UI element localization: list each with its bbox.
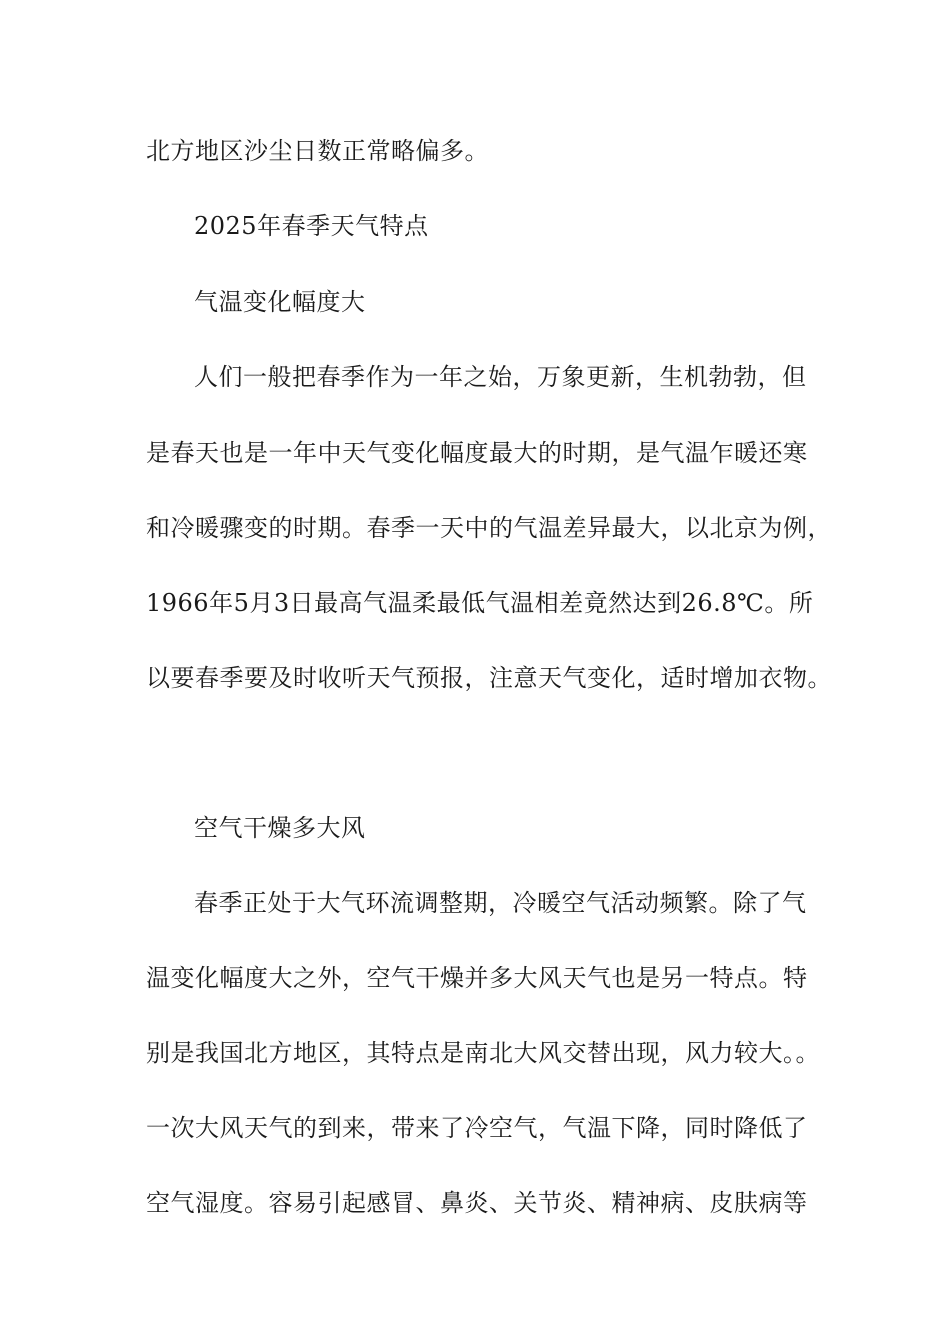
paragraph-line: 是春天也是一年中天气变化幅度最大的时期，是气温乍暖还寒 <box>146 439 808 467</box>
paragraph-line: 温变化幅度大之外，空气干燥并多大风天气也是另一特点。特 <box>146 964 808 992</box>
paragraph-line: 空气湿度。容易引起感冒、鼻炎、关节炎、精神病、皮肤病等 <box>146 1189 808 1217</box>
subsection-heading: 气温变化幅度大 <box>194 288 366 316</box>
paragraph-line: 别是我国北方地区，其特点是南北大风交替出现，风力较大。。 <box>146 1039 820 1067</box>
subsection-heading: 空气干燥多大风 <box>194 814 366 842</box>
paragraph-line: 以要春季要及时收听天气预报，注意天气变化，适时增加衣物。 <box>146 664 832 692</box>
paragraph-line: 北方地区沙尘日数正常略偏多。 <box>146 137 489 165</box>
paragraph-line: 春季正处于大气环流调整期，冷暖空气活动频繁。除了气 <box>194 889 807 917</box>
section-heading: 2025年春季天气特点 <box>194 212 429 240</box>
paragraph-line: 1966年5月3日最高气温柔最低气温相差竟然达到26.8℃。所 <box>146 589 814 617</box>
paragraph-line: 人们一般把春季作为一年之始，万象更新，生机勃勃，但 <box>194 363 807 391</box>
paragraph-line: 一次大风天气的到来，带来了冷空气，气温下降，同时降低了 <box>146 1114 808 1142</box>
paragraph-line: 和冷暖骤变的时期。春季一天中的气温差异最大，以北京为例， <box>146 514 832 542</box>
